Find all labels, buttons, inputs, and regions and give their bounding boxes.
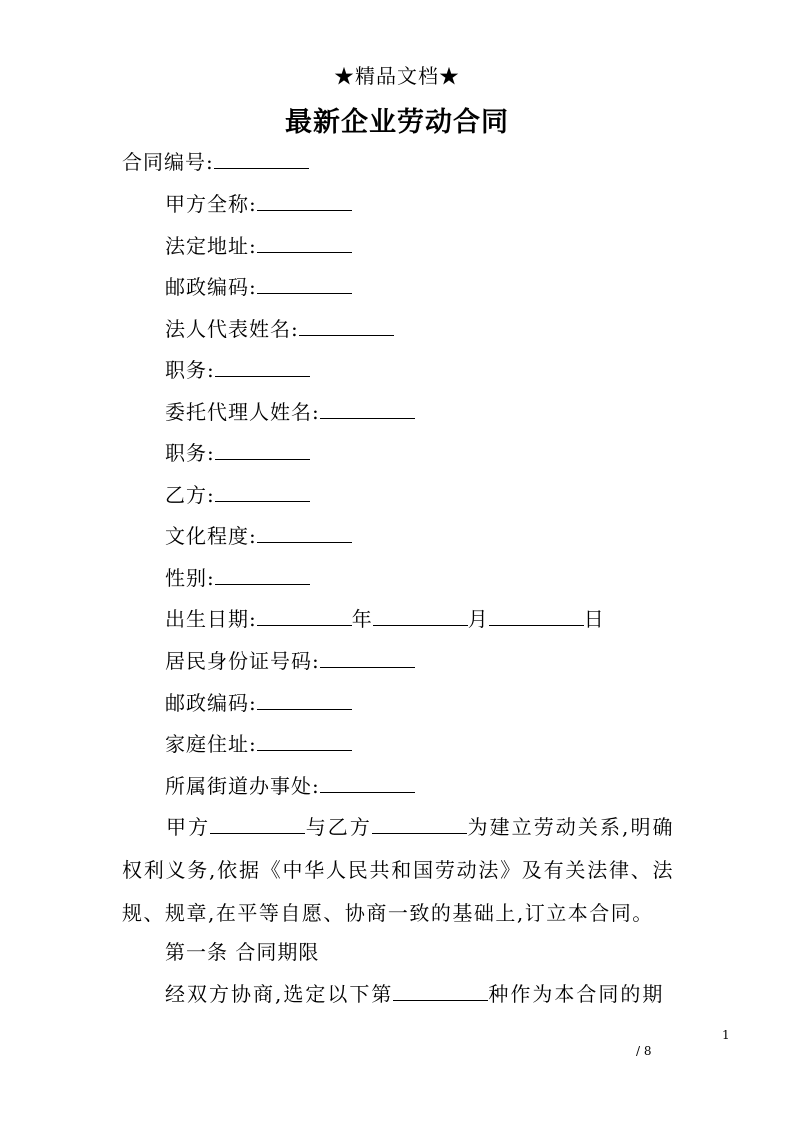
day-label: 日 [583,607,605,631]
field-legal-rep-name [165,315,394,343]
field-label: 甲方全称: [165,192,257,216]
blank-line [373,605,468,626]
blank-line [320,772,415,793]
field-label: 居民身份证号码: [165,649,320,673]
field-agent-name [165,398,415,426]
blank-line [257,730,352,751]
article-1-text [165,980,664,1008]
field-label: 职务: [165,441,215,465]
blank-line [393,980,488,1001]
field-label: 职务: [165,358,215,382]
document-title: 最新企业劳动合同 [285,107,509,138]
field-label: 乙方: [165,483,215,507]
article-1-text-2: 种作为本合同的期 [488,982,665,1006]
year-label: 年 [351,607,373,631]
field-postal-code-a [165,273,352,301]
field-label: 家庭住址: [165,732,257,756]
blank-line [257,232,352,253]
article-1-text-1: 经双方协商,选定以下第 [165,982,394,1006]
blank-line [257,605,352,626]
field-label: 委托代理人姓名: [165,400,320,424]
blank-line [320,398,415,419]
field-label: 邮政编码: [165,691,257,715]
blank-line [257,522,352,543]
field-birth-date [165,605,605,633]
field-label: 性别: [165,566,215,590]
blank-line [299,315,394,336]
intro-text-3: 为建立劳动关系,明确权利义务,依据《中华人民共和国劳动法》及有关法律、法规、规章,在平等自愿、协商一致的基础上,订立本合同。 [122,815,675,925]
field-contract-no [122,148,309,176]
article-1-heading: 第一条 合同期限 [165,940,320,964]
field-label: 文化程度: [165,524,257,548]
page-total: / 8 [636,1044,652,1058]
blank-line [489,605,584,626]
blank-line [215,564,310,585]
field-education [165,522,352,550]
field-position-1 [165,356,310,384]
field-label: 邮政编码: [165,275,257,299]
page-number: 1 [722,1028,730,1042]
month-label: 月 [467,607,489,631]
field-label: 合同编号: [122,150,214,174]
field-label: 所属街道办事处: [165,774,320,798]
field-id-number [165,647,415,675]
field-label: 法人代表姓名: [165,317,299,341]
field-label: 法定地址: [165,234,257,258]
blank-line [320,647,415,668]
blank-line [214,148,309,169]
document-header: ★精品文档★ [334,64,460,88]
blank-line [257,273,352,294]
blank-line [215,356,310,377]
intro-text-1: 甲方 [166,815,211,839]
blank-line [210,813,305,834]
blank-line [372,813,467,834]
field-position-2 [165,439,310,467]
field-label: 出生日期: [165,607,257,631]
blank-line [257,689,352,710]
intro-text-2: 与乙方 [305,815,372,839]
field-postal-code-b [165,689,352,717]
blank-line [257,190,352,211]
blank-line [215,481,310,502]
field-street-office [165,772,415,800]
intro-paragraph [122,806,674,935]
blank-line [215,439,310,460]
field-party-a-name [165,190,352,218]
field-gender [165,564,310,592]
field-home-address [165,730,352,758]
field-party-b [165,481,310,509]
field-legal-address [165,232,352,260]
